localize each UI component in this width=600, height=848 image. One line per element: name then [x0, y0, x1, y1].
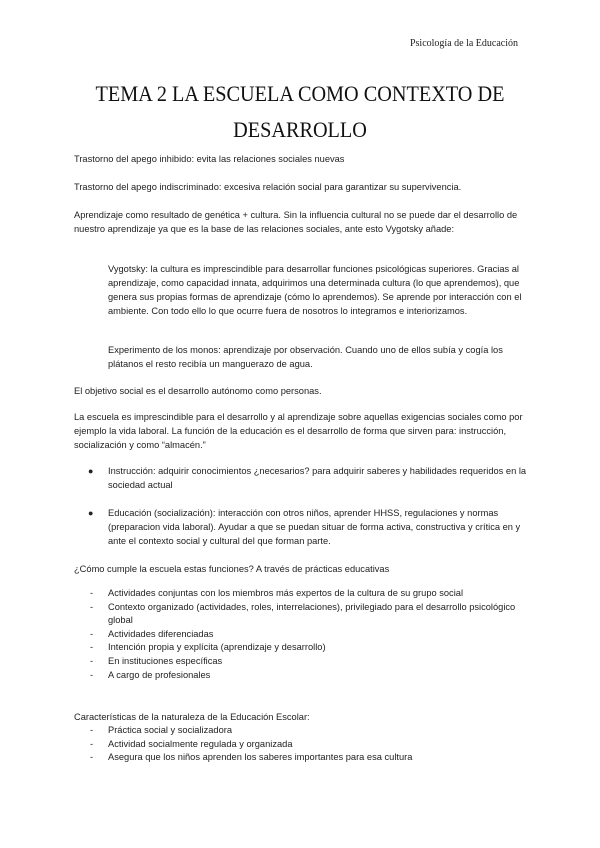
page-title: TEMA 2 LA ESCUELA COMO CONTEXTO DE DESARROLLO [95, 81, 505, 142]
paragraph-objetivo-social: El objetivo social es el desarrollo autónomo como personas. [74, 386, 322, 396]
list-item [74, 751, 529, 765]
bullet-icon: ● [88, 466, 94, 476]
list-item [74, 506, 529, 548]
list-item [74, 464, 529, 492]
dash-icon: - [90, 628, 94, 639]
list-item-text: Práctica social y socializadora [108, 725, 233, 735]
dash-icon: - [90, 588, 94, 598]
list-item-text: Actividades diferenciadas [108, 628, 214, 639]
list-item [74, 724, 529, 738]
list-item-text: Asegura que los niños aprenden los saberes importantes para esa cultura [108, 752, 413, 763]
paragraph-aprendizaje: Aprendizaje como resultado de genética + cultura. Sin la influencia cultural no se puede dar el desarrollo de nuestro aprendizaje ya que es la base de las relaciones sociales, ante esto Vygotsky añade: [74, 210, 518, 234]
paragraph-caracteristicas: Características de la naturaleza de la Educación Escolar: [74, 712, 310, 722]
list-item [74, 641, 529, 655]
list-item [74, 601, 529, 628]
quote-vygotsky: Vygotsky: la cultura es imprescindible para desarrollar funciones psicológicas superiores. Gracias al aprendizaje, como capacidad innata, adquirimos una determinada cultura (lo que aprendemos), que genera sus propias formas de aprendizaje (cómo lo aprendemos). Se aprende por interacción con el ambiente. Con todo ello lo que ocurre fuera de nosotros lo integramos e interiorizamos. [108, 264, 522, 316]
list-item [74, 655, 529, 669]
paragraph-apego-indiscriminado: Trastorno del apego indiscriminado: excesiva relación social para garantizar su supervivencia. [74, 182, 462, 192]
list-item [74, 738, 529, 752]
page-header: Psicología de la Educación [409, 38, 518, 49]
dash-icon: - [90, 601, 94, 612]
list-item-text: En instituciones específicas [108, 655, 223, 666]
dash-icon: - [90, 642, 94, 653]
paragraph-como-cumple: ¿Cómo cumple la escuela estas funciones? A través de prácticas educativas [74, 564, 390, 574]
list-item-text: Instrucción: adquirir conocimientos ¿necesarios? para adquirir saberes y habilidades requeridos en la sociedad actual [108, 466, 527, 490]
dash-icon: - [90, 669, 94, 680]
list-item-text: Contexto organizado (actividades, roles, interrelaciones), privilegiado para el desarrollo psicológico global [108, 601, 516, 626]
quote-experimento-monos: Experimento de los monos: aprendizaje por observación. Cuando uno de ellos subía y cogía los plátanos el resto recibía un manguerazo de agua. [108, 345, 503, 369]
paragraph-escuela: La escuela es imprescindible para el desarrollo y al aprendizaje sobre aquellas exigencias sociales como por ejemplo la vida laboral. La función de la educación es el desarrollo de forma que sirven para: instrucción, socialización y como “almacén.” [74, 412, 523, 450]
list-item [74, 587, 529, 601]
dash-icon: - [90, 725, 94, 735]
list-item-text: Actividades conjuntas con los miembros más expertos de la cultura de su grupo social [108, 588, 464, 598]
dash-icon: - [90, 752, 94, 763]
practices-list [74, 587, 529, 682]
list-item-text: A cargo de profesionales [108, 669, 211, 680]
dash-icon: - [90, 738, 94, 749]
dash-icon: - [90, 655, 94, 666]
list-item [74, 628, 529, 642]
list-item-text: Educación (socialización): interacción con otros niños, aprender HHSS, regulaciones y normas (preparacion vida laboral). Ayudar a que se puedan situar de forma activa, constructiva y crítica en y ante el contexto social y cultural del que forman parte. [108, 508, 521, 546]
paragraph-apego-inhibido: Trastorno del apego inhibido: evita las relaciones sociales nuevas [74, 154, 345, 164]
list-item [74, 669, 529, 683]
characteristics-list [74, 724, 529, 765]
list-item-text: Actividad socialmente regulada y organizada [108, 738, 293, 749]
list-item-text: Intención propia y explícita (aprendizaje y desarrollo) [108, 642, 326, 653]
bullet-icon: ● [88, 508, 94, 518]
